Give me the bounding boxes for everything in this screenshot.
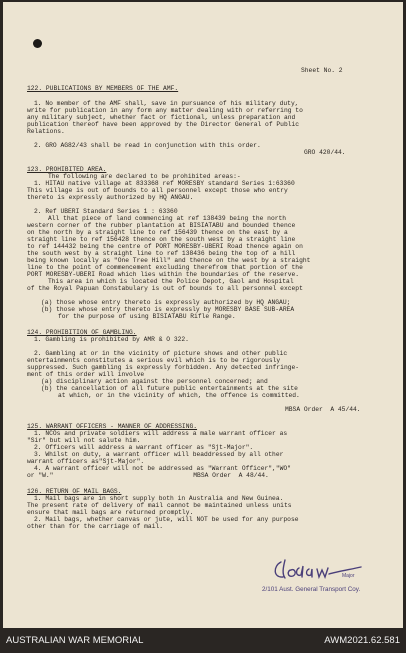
section-123-line: This village is out of bounds to all personnel except those who entry — [27, 187, 288, 194]
section-125-line: warrant officers as"Sjt-Major". — [27, 458, 145, 465]
section-123-line: of the Royal Papuan Constabulary is out of bounds to all personnel except — [27, 285, 303, 292]
section-123-heading: 123. PROHIBITED AREA. — [27, 166, 107, 173]
section-123-line: (a) those whose entry thereto is expressly authorized by HQ ANGAU; — [41, 299, 291, 306]
section-123-line: (b) those whose entry thereto is expressly by MORESBY BASE SUB-AREA — [41, 306, 295, 313]
section-126-line: The present rate of delivery of mail cannot be maintained unless units — [27, 502, 292, 509]
signature-rank: Major — [342, 573, 355, 579]
section-123-line: PORT MORESBY-UBERI Road which lies within the boundaries of the reserve. — [27, 271, 300, 278]
document-sheet — [3, 2, 403, 628]
section-122-order-ref: GRO 420/44. — [304, 149, 346, 156]
section-123-line: 1. HITAU native village at 833368 ref MORESBY standard Series 1:63360 — [34, 180, 295, 187]
section-125-line: "Sir" but will not salute him. — [27, 437, 141, 444]
section-122-line: write for publication in any form any matter dealing with or referring to — [27, 107, 303, 114]
section-123-line: straight line to ref 156428 thence on the south west by a straight line — [27, 236, 296, 243]
section-123-line: thereto is expressly authorized by HQ ANGAU. — [27, 194, 194, 201]
section-125-heading: 125. WARRANT OFFICERS - MANNER OF ADDRESSING. — [27, 423, 198, 430]
section-124-line: 1. Gambling is prohibited by AMR & O 322. — [34, 336, 189, 343]
section-123-line: to ref 144432 being the centre of PORT MORESBY-UBERI Road thence again on — [27, 243, 303, 250]
section-122-line: Relations. — [27, 128, 65, 135]
section-124-line: ment of this order will involve — [27, 371, 145, 378]
section-123-line: 2. Ref UBERI Standard Series 1 : 63360 — [34, 208, 178, 215]
section-124-line: suppressed. Such gambling is expressly forbidden. Any detected infringe- — [27, 364, 300, 371]
signature-unit: 2/101 Aust. General Transport Coy. — [262, 586, 361, 593]
archive-name: AUSTRALIAN WAR MEMORIAL — [6, 635, 144, 646]
section-123-line: the south west by a straight line to ref 138436 being the top of a hill — [27, 250, 296, 257]
section-123-line: line to the point of commencement excluding therefrom that portion of the — [27, 264, 303, 271]
section-124-line: 2. Gambling at or in the vicinity of picture shows and other public — [34, 350, 288, 357]
archive-footer — [0, 631, 406, 653]
section-126-heading: 126. RETURN OF MAIL BAGS. — [27, 488, 122, 495]
section-122-heading: 122. PUBLICATIONS BY MEMBERS OF THE AMF. — [27, 85, 179, 92]
section-124-line: (b) the cancellation of all future public entertainments at the site — [41, 385, 298, 392]
section-125-line: 4. A warrant officer will not be addressed as "Warrant Officer","WO" — [34, 465, 291, 472]
section-124-line: entertainments constitutes a serious evil which is to be rigorously — [27, 357, 281, 364]
section-125-line: or "W." MBSA Order A 48/44. — [27, 472, 269, 479]
punch-hole — [33, 39, 42, 48]
section-123-line: for the purpose of using BISIATABU Rifle Range. — [58, 313, 236, 320]
section-125-line: 2. Officers will address a warrant officer as "Sjt-Major". — [34, 444, 254, 451]
section-122-line: 2. GRO AG82/43 shall be read in conjunction with this order. — [34, 142, 261, 149]
section-126-line: 1. Mail bags are in short supply both in Australia and New Guinea. — [34, 495, 284, 502]
section-123-line: The following are declared to be prohibited areas:- — [48, 173, 241, 180]
section-124-line: at which, or in the vicinity of which, the offence is committed. — [58, 392, 300, 399]
section-122-line: publication thereof have been approved by the Director General of Public — [27, 121, 300, 128]
section-122-line: 1. No member of the AMF shall, save in pursuance of his military duty, — [34, 100, 299, 107]
section-126-line: other than for the carriage of mail. — [27, 523, 164, 530]
section-123-line: All that piece of land commencing at ref 138439 being the north — [48, 215, 287, 222]
section-126-line: ensure that mail bags are returned promptly. — [27, 509, 194, 516]
sheet-number: Sheet No. 2 — [301, 67, 343, 74]
section-124-heading: 124. PROHIBITION OF GAMBLING. — [27, 329, 137, 336]
section-124-order-ref: MBSA Order A 45/44. — [285, 406, 361, 413]
section-123-line: western corner of the rubber plantation at BISIATABU and bounded thence — [27, 222, 296, 229]
archive-reference: AWM2021.62.581 — [324, 635, 400, 646]
section-123-line: being known locally as "One Tree Hill" and thence on the west by a straight — [27, 257, 311, 264]
section-123-line: This area in which is located the Police Depot, Gaol and Hospital — [48, 278, 294, 285]
section-125-line: 3. Whilst on duty, a warrant officer will beaddressed by all other — [34, 451, 284, 458]
section-126-line: 2. Mail bags, whether canvas or jute, will NOT be used for any purpose — [34, 516, 299, 523]
section-122-line: any military subject, whether fact or fictional, unless preparation and — [27, 114, 296, 121]
section-124-line: (a) disciplinary action against the personnel concerned; and — [41, 378, 268, 385]
section-123-line: on the north by a straight line to ref 156439 thence on the east by a — [27, 229, 288, 236]
section-125-line: 1. NCOs and private soldiers will address a male warrant officer as — [34, 430, 288, 437]
